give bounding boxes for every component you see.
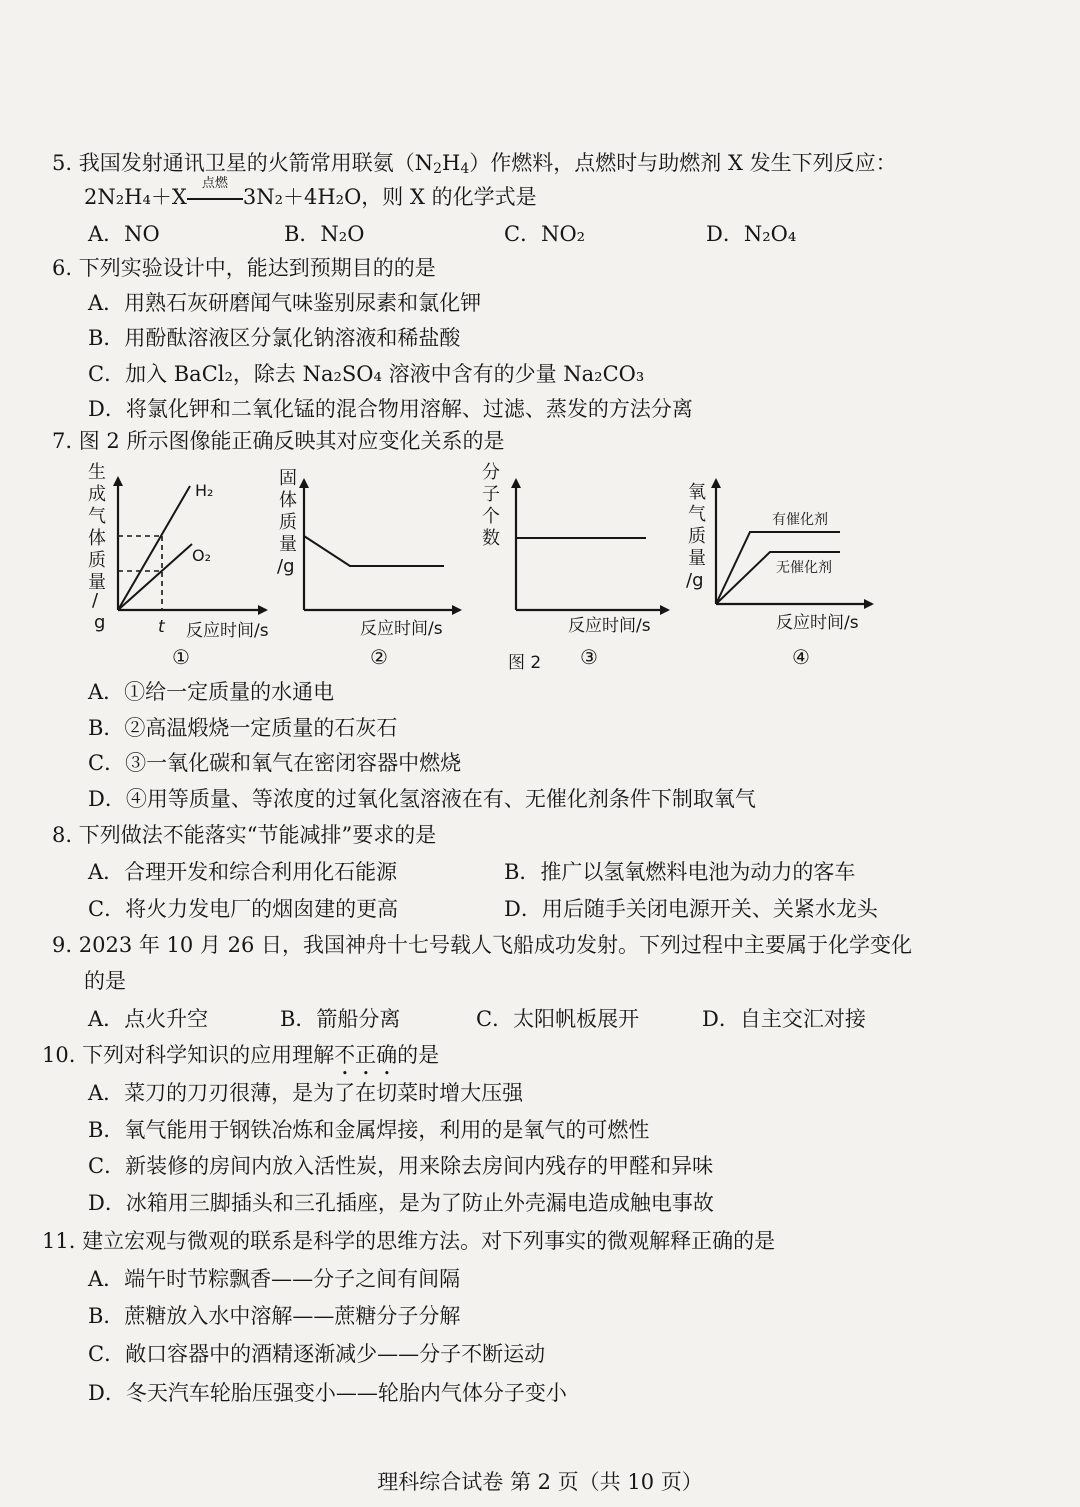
option-d[interactable]: D．冰箱用三脚插头和三孔插座，是为了防止外壳漏电造成触电事故 bbox=[88, 1191, 714, 1215]
option-a[interactable]: A．端午时节粽飘香——分子之间有间隔 bbox=[88, 1267, 461, 1291]
question-9 bbox=[52, 932, 912, 958]
option-c[interactable]: C．太阳帆板展开 bbox=[476, 1007, 640, 1031]
question-6 bbox=[52, 255, 436, 281]
line-label-with-catalyst: 有催化剂 bbox=[772, 512, 828, 528]
x-axis-label: 反应时间/s bbox=[776, 613, 859, 633]
line-label-h2: H₂ bbox=[195, 481, 214, 500]
y-axis-label: 质 bbox=[279, 512, 297, 533]
question-text: 2023 年 10 月 26 日，我国神舟十七号载人飞船成功发射。下列过程中主要属于化学变化 bbox=[78, 933, 912, 957]
option-d[interactable]: D．用后随手关闭电源开关、关紧水龙头 bbox=[504, 897, 878, 921]
option-d[interactable]: D．将氯化钾和二氧化锰的混合物用溶解、过滤、蒸发的方法分离 bbox=[88, 397, 693, 421]
graph-1 bbox=[88, 462, 269, 669]
question-number: 10. bbox=[42, 1043, 76, 1067]
y-axis-label: 质 bbox=[688, 526, 706, 547]
option-c[interactable]: C．敞口容器中的酒精逐渐减少——分子不断运动 bbox=[88, 1342, 546, 1366]
option-b[interactable]: B．②高温煅烧一定质量的石灰石 bbox=[88, 716, 398, 740]
y-axis-label: 气 bbox=[688, 504, 706, 525]
y-axis-label: 量 bbox=[279, 534, 297, 555]
question-number: 9. bbox=[52, 933, 73, 957]
y-axis-label: 质 bbox=[88, 550, 106, 571]
option-b[interactable]: B．氧气能用于钢铁冶炼和金属焊接，利用的是氧气的可燃性 bbox=[88, 1118, 650, 1142]
question-8 bbox=[52, 822, 436, 848]
y-axis-label: / bbox=[92, 590, 99, 611]
option-a[interactable]: A．菜刀的刀刃很薄，是为了在切菜时增大压强 bbox=[88, 1081, 524, 1105]
figure-2 bbox=[0, 458, 1080, 678]
option-c[interactable]: C．加入 BaCl₂，除去 Na₂SO₄ 溶液中含有的少量 Na₂CO₃ bbox=[88, 362, 645, 386]
line-label-o2: O₂ bbox=[192, 546, 212, 565]
x-axis-label: 反应时间/s bbox=[360, 619, 443, 639]
option-a[interactable]: A．用熟石灰研磨闻气味鉴别尿素和氯化钾 bbox=[88, 291, 482, 315]
option-a[interactable]: A．①给一定质量的水通电 bbox=[88, 680, 335, 704]
option-a[interactable]: A．点火升空 bbox=[88, 1007, 209, 1031]
x-axis-label: 反应时间/s bbox=[186, 621, 269, 641]
question-11 bbox=[42, 1228, 775, 1254]
x-axis-label: 反应时间/s bbox=[568, 616, 651, 636]
question-text: 下列对科学知识的应用理解不正确的是 bbox=[82, 1043, 440, 1067]
y-axis-label: 生 bbox=[88, 462, 106, 483]
y-axis-label: 体 bbox=[279, 490, 297, 511]
figure-label: 图 2 bbox=[508, 653, 542, 673]
y-axis-label: 分 bbox=[482, 462, 500, 483]
tick-label-t: t bbox=[158, 617, 165, 637]
question-number: 7. bbox=[52, 429, 73, 453]
question-number: 5. bbox=[52, 151, 73, 175]
emphasis-text: 不正确 bbox=[334, 1043, 398, 1067]
page-footer: 理科综合试卷 第 2 页（共 10 页） bbox=[377, 1470, 703, 1494]
solid-mass-line bbox=[304, 536, 444, 566]
option-b[interactable]: B．推广以氢氧燃料电池为动力的客车 bbox=[504, 860, 856, 884]
option-d[interactable]: D．冬天汽车轮胎压强变小——轮胎内气体分子变小 bbox=[88, 1381, 567, 1405]
line-label-without-catalyst: 无催化剂 bbox=[776, 560, 832, 576]
graph-index: ② bbox=[370, 645, 388, 669]
option-d[interactable]: D．N₂O₄ bbox=[706, 222, 797, 246]
question-number: 8. bbox=[52, 823, 73, 847]
reaction-arrow bbox=[187, 176, 243, 210]
y-axis-label: 成 bbox=[88, 484, 106, 505]
y-axis-label: 固 bbox=[279, 468, 297, 489]
option-d[interactable]: D．④用等质量、等浓度的过氧化氢溶液在有、无催化剂条件下制取氧气 bbox=[88, 787, 756, 811]
option-b[interactable]: B．N₂O bbox=[284, 222, 365, 246]
graph-3 bbox=[482, 462, 668, 673]
option-c[interactable]: C．③一氧化碳和氧气在密闭容器中燃烧 bbox=[88, 751, 462, 775]
o2-line bbox=[118, 544, 192, 610]
option-d[interactable]: D．自主交汇对接 bbox=[702, 1007, 866, 1031]
y-axis-label: 子 bbox=[482, 484, 500, 505]
chemical-equation: 2N₂H₄＋X 点燃 3N₂＋4H₂O，则 X 的化学式是 bbox=[84, 184, 537, 210]
graph-4 bbox=[686, 480, 872, 669]
y-axis-label: 量 bbox=[88, 572, 106, 593]
reaction-condition: 点燃 bbox=[201, 176, 228, 191]
question-text: 下列实验设计中，能达到预期目的的是 bbox=[78, 256, 436, 280]
question-text: 建立宏观与微观的联系是科学的思维方法。对下列事实的微观解释正确的是 bbox=[82, 1229, 776, 1253]
question-7 bbox=[52, 428, 504, 454]
h2-line bbox=[118, 486, 190, 610]
option-b[interactable]: B．箭船分离 bbox=[280, 1007, 401, 1031]
option-b[interactable]: B．蔗糖放入水中溶解——蔗糖分子分解 bbox=[88, 1304, 461, 1328]
y-axis-label: 体 bbox=[88, 528, 106, 549]
option-b[interactable]: B．用酚酞溶液区分氯化钠溶液和稀盐酸 bbox=[88, 326, 461, 350]
y-axis-label: 气 bbox=[88, 506, 106, 527]
question-number: 11. bbox=[42, 1229, 76, 1253]
y-axis-label: /g bbox=[277, 556, 295, 577]
y-axis-label: 氧 bbox=[688, 482, 706, 503]
option-c[interactable]: C．NO₂ bbox=[504, 222, 586, 246]
graph-index: ③ bbox=[580, 645, 598, 669]
option-a[interactable]: A．合理开发和综合利用化石能源 bbox=[88, 860, 398, 884]
question-text-continued: 的是 bbox=[84, 969, 126, 993]
question-text: 下列做法不能落实“节能减排”要求的是 bbox=[78, 823, 437, 847]
option-c[interactable]: C．新装修的房间内放入活性炭，用来除去房间内残存的甲醛和异味 bbox=[88, 1154, 714, 1178]
graph-index: ① bbox=[172, 645, 190, 669]
question-5 bbox=[52, 150, 897, 176]
graph-index: ④ bbox=[792, 645, 810, 669]
option-a[interactable]: A．NO bbox=[88, 222, 160, 246]
option-c[interactable]: C．将火力发电厂的烟囱建的更高 bbox=[88, 897, 399, 921]
y-axis-label: 数 bbox=[482, 528, 500, 549]
question-text: 我国发射通讯卫星的火箭常用联氨$(N_2H_4)$作燃料，点燃时与助燃剂 X 发生下列反应： bbox=[78, 151, 897, 177]
question-number: 6. bbox=[52, 256, 73, 280]
question-text: 图 2 所示图像能正确反映其对应变化关系的是 bbox=[78, 429, 505, 453]
graph-2 bbox=[277, 468, 460, 669]
y-axis-label: 个 bbox=[482, 506, 500, 527]
y-axis-label: g bbox=[94, 612, 106, 633]
question-10 bbox=[42, 1042, 439, 1080]
y-axis-label: 量 bbox=[688, 548, 706, 569]
y-axis-label: /g bbox=[686, 570, 704, 591]
